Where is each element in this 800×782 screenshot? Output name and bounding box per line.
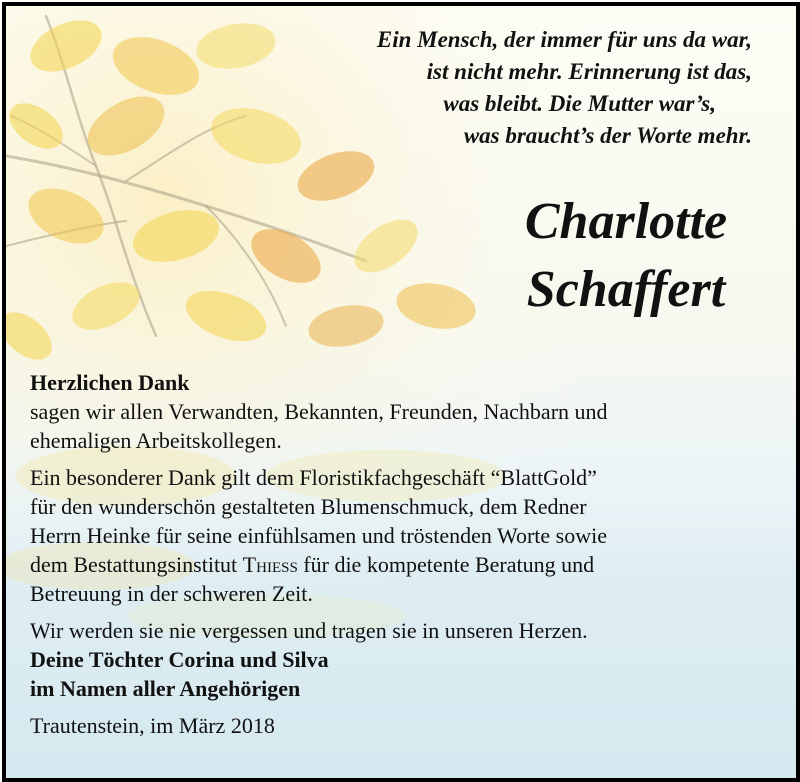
poem-line: was bleibt. Die Mutter war’s, — [443, 91, 716, 116]
obituary-card — [2, 2, 800, 782]
text-line: ehemaligen Arbeitskollegen. — [30, 428, 282, 453]
funeral-home-name: Thieß — [242, 552, 298, 577]
text-fragment: für die kompetente Beratung und — [297, 552, 595, 577]
signature-line: Deine Töchter Corina und Silva — [30, 647, 329, 672]
deceased-first-name: Charlotte — [524, 193, 728, 250]
text-line: Wir werden sie nie vergessen und tragen sie in unseren Herzen. — [30, 618, 588, 643]
text-line: Ein besonderer Dank gilt dem Floristikfachgeschäft “BlattGold” — [30, 465, 597, 490]
text-line — [30, 550, 780, 579]
poem-line: was braucht’s der Worte mehr. — [463, 123, 752, 148]
thanks-text — [30, 368, 780, 740]
signature-line: im Namen aller Angehörigen — [30, 676, 301, 701]
poem-line: ist nicht mehr. Erinnerung ist das, — [426, 59, 752, 84]
text-line: sagen wir allen Verwandten, Bekannten, Freunden, Nachbarn und — [30, 399, 608, 424]
deceased-last-name: Schaffert — [526, 261, 726, 318]
place-date: Trautenstein, im März 2018 — [30, 713, 275, 738]
thanks-heading: Herzlichen Dank — [30, 370, 190, 395]
text-line: für den wunderschön gestalteten Blumenschmuck, dem Redner — [30, 494, 587, 519]
text-line: Herrn Heinke für seine einfühlsamen und tröstenden Worte sowie — [30, 523, 607, 548]
poem-line: Ein Mensch, der immer für uns da war, — [376, 27, 752, 52]
deceased-name — [466, 188, 786, 324]
memorial-poem — [232, 24, 752, 152]
text-fragment: dem Bestattungsinstitut — [30, 552, 243, 577]
text-line: Betreuung in der schweren Zeit. — [30, 581, 313, 606]
